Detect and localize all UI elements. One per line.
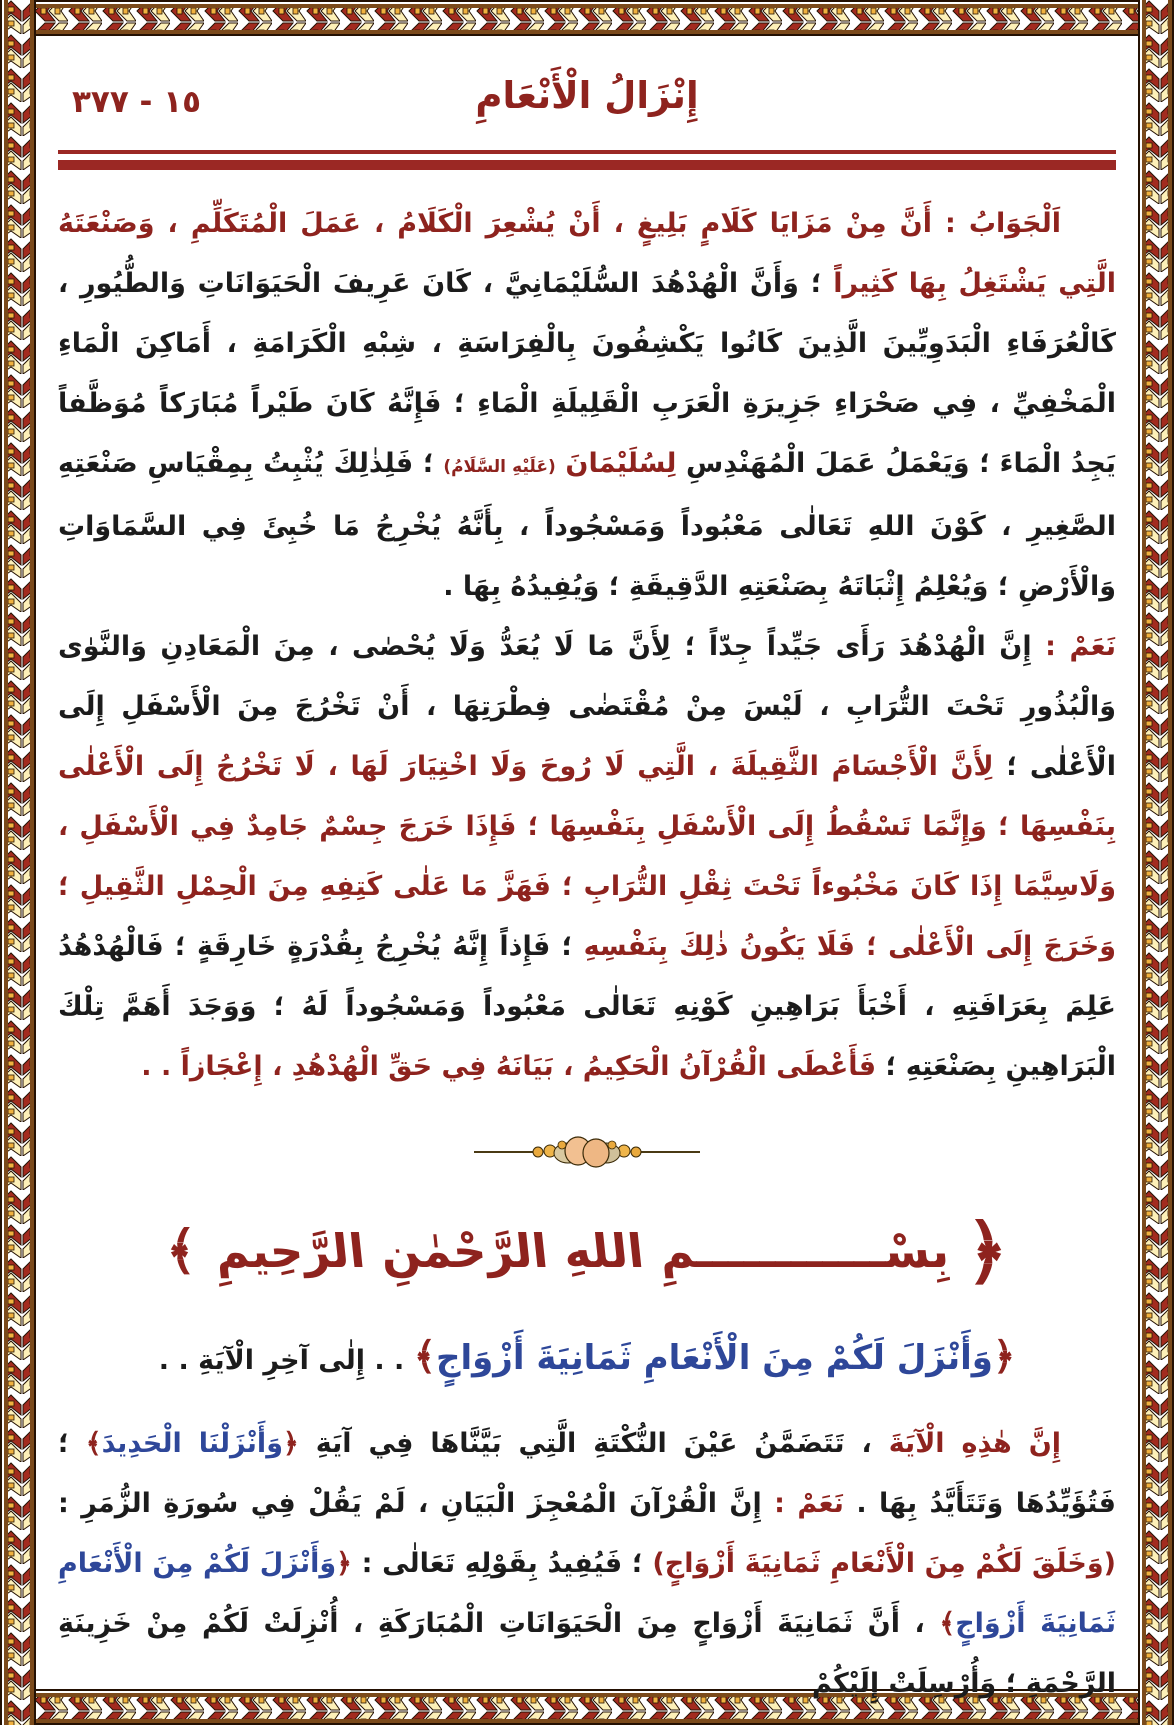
text-run-red: لِسُلَيْمَانَ <box>555 448 677 479</box>
text-run-black: ؛ وَأَنَّ الْهُدْهُدَ السُّلَيْمَانِيَّ ، كَانَ عَرِيفَ الْحَيَوَانَاتِ وَالطُّيُورِ ، كَالْعُرَفَاءِ الْبَدَوِيِّينَ الَّذِينَ كَانُوا يَكْشِفُونَ بِالْفِرَاسَةِ ، شِبْهِ الْكَرَامَةِ ، أَمَاكِنَ الْمَاءِ الْمَخْفِيِّ ، فِي صَحْرَاءِ جَزِيرَةِ الْعَرَبِ الْقَلِيلَةِ الْمَاءِ ؛ فَإِنَّهُ كَانَ طَيْراً مُبَارَكاً مُوَظَّفاً يَجِدُ الْمَاءَ ؛ وَيَعْمَلُ عَمَلَ الْمُهَنْدِسِ <box>58 268 1116 479</box>
text-run-bracket: ﴿ <box>282 1428 299 1459</box>
text-run-bracket: ﴿ <box>992 1334 1016 1378</box>
body-text <box>58 194 1116 1097</box>
border-right-ornament-icon <box>1138 0 1174 1725</box>
text-run-bracket: ﴾ <box>85 1428 102 1459</box>
text-run-red: اَلْجَوَابُ : أَنَّ مِنْ مَزَايَا كَلَامٍ بَلِيغٍ ، أَنْ يُشْعِرَ الْكَلَامُ ، عَمَلَ الْمُتَكَلِّمِ ، وَصَنْعَتَهُ الَّتِي يَشْتَغِلُ بِهَا كَثِيراً <box>58 208 1116 299</box>
text-run-black: ؛ فَتُؤَيِّدُهَا وَتَتَأَيَّدُ بِهَا . <box>58 1428 1116 1519</box>
text-run-blue: وَأَنْزَلَ لَكُمْ مِنَ الْأَنْعَامِ ثَمَانِيَةَ أَزْوَاجٍ <box>58 1548 1116 1639</box>
text-run-black: ، تَتَضَمَّنُ عَيْنَ النُّكْتَةِ الَّتِي بَيَّنَّاهَا فِي آيَةِ <box>298 1428 889 1459</box>
text-run-black: ؛ فَيُفِيدُ بِقَوْلِهِ تَعَالٰى : <box>351 1548 653 1579</box>
text-run-black: ، أَنَّ ثَمَانِيَةَ أَزْوَاجٍ مِنَ الْحَيَوَانَاتِ الْمُبَارَكَةِ ، أُنْزِلَتْ لَكُمْ مِنْ خَزِينَةِ الرَّحْمَةِ ؛ وَأُرْسِلَتْ إِلَيْكُمْ <box>58 1608 1116 1699</box>
text-run-red: إِنَّ هٰذِهِ الْآيَةَ <box>888 1428 1062 1459</box>
bismillah-row <box>58 1191 1116 1311</box>
leaf-bracket-right-icon: ﴿ <box>965 1209 1008 1293</box>
text-run-black: . . إِلٰى آخِرِ الْآيَةِ . . <box>158 1345 414 1376</box>
page-number: ١٥ - ٣٧٧ <box>72 84 202 120</box>
border-top-ornament-icon <box>0 0 1174 36</box>
text-run-red: نَعَمْ : <box>1031 631 1116 662</box>
paragraph-verse-commentary <box>58 1414 1116 1714</box>
text-run-honorific: (عَلَيْهِ السَّلَامُ) <box>443 457 556 477</box>
paragraph-answer <box>58 194 1116 617</box>
text-run-blue: وَأَنْزَلَ لَكُمْ مِنَ الْأَنْعَامِ ثَمَانِيَةَ أَزْوَاجٍ <box>435 1338 993 1378</box>
header-divider-rule <box>58 150 1116 170</box>
page-content <box>36 36 1138 1699</box>
leaf-bracket-left-icon: ﴾ <box>166 1221 197 1281</box>
text-run-red: فَأَعْطَى الْقُرْآنُ الْحَكِيمُ ، بَيَانَهُ فِي حَقِّ الْهُدْهُدِ ، إِعْجَازاً . . <box>141 1051 877 1082</box>
page-header <box>58 50 1116 142</box>
floral-divider-icon <box>472 1131 702 1173</box>
text-run-red: نَعَمْ : <box>761 1488 844 1519</box>
text-run-bracket: ﴾ <box>939 1608 956 1639</box>
text-run-blue: وَأَنْزَلْنَا الْحَدِيدَ <box>101 1428 283 1459</box>
paragraph-hoopoe <box>58 617 1116 1097</box>
text-run-black: إِنَّ الْقُرْآنَ الْمُعْجِزَ الْبَيَانِ ، لَمْ يَقُلْ فِي سُورَةِ الزُّمَرِ : <box>58 1488 762 1519</box>
text-run-black: ؛ فَإِذاً إِنَّهُ يُخْرِجُ بِقُدْرَةٍ خَارِقَةٍ ؛ فَالْهُدْهُدُ عَلِمَ بِعَرَافَتِهِ ، أَخْبَأَ بَرَاهِينِ كَوْنِهِ تَعَالٰى مَعْبُوداً وَمَسْجُوداً لَهُ ؛ وَوَجَدَ أَهَمَّ تِلْكَ الْبَرَاهِينِ بِصَنْعَتِهِ ؛ <box>58 931 1116 1082</box>
page-title: إِنْزَالُ الْأَنْعَامِ <box>475 74 699 117</box>
text-run-black: إِنَّ الْهُدْهُدَ رَأَى جَيِّداً جِدّاً ؛ لِأَنَّ مَا لَا يُعَدُّ وَلَا يُحْصٰى ، مِنَ الْمَعَادِنِ وَالنَّوٰى وَالْبُذُورِ تَحْتَ التُّرَابِ ، لَيْسَ مِنْ مُقْتَضٰى فِطْرَتِهَا ، أَنْ تَخْرُجَ مِنَ الْأَسْفَلِ إِلَى الْأَعْلٰى ؛ <box>58 631 1116 782</box>
text-run-bracket: ﴿ <box>336 1548 352 1579</box>
quran-verse-line <box>58 1321 1116 1396</box>
text-run-bracket: ﴾ <box>413 1334 436 1378</box>
commentary-text <box>58 1414 1116 1714</box>
border-left-ornament-icon <box>0 0 36 1725</box>
text-run-red: لِأَنَّ الْأَجْسَامَ الثَّقِيلَةَ ، الَّتِي لَا رُوحَ وَلَا اخْتِيَارَ لَهَا ، لَا تَخْرُجُ إِلَى الْأَعْلٰى بِنَفْسِهَا ؛ وَإِنَّمَا تَسْقُطُ إِلَى الْأَسْفَلِ بِنَفْسِهَا ؛ فَإِذَا خَرَجَ جِسْمٌ جَامِدٌ فِي الْأَسْفَلِ ، وَلَاسِيَّمَا إِذَا كَانَ مَخْبُوءاً تَحْتَ ثِقْلِ التُّرَابِ ؛ فَهَزَّ مَا عَلٰى كَتِفِهِ مِنَ الْحِمْلِ الثَّقِيلِ ؛ وَخَرَجَ إِلَى الْأَعْلٰى ؛ فَلَا يَكُونُ ذٰلِكَ بِنَفْسِهِ <box>58 751 1116 962</box>
section-divider <box>58 1131 1116 1177</box>
text-run-black: ؛ فَلِذٰلِكَ يُثْبِتُ بِمِقْيَاسِ صَنْعَتِهِ الصَّغِيرِ ، كَوْنَ اللهِ تَعَالٰى مَعْبُوداً وَمَسْجُوداً ، بِأَنَّهُ يُخْرِجُ مَا خُبِئَ فِي السَّمَاوَاتِ وَالْأَرْضِ ؛ وَيُعْلِمُ إِثْبَاتَهُ بِصَنْعَتِهِ الدَّقِيقَةِ ؛ وَيُفِيدُهُ بِهَا . <box>58 448 1116 602</box>
bismillah-calligraphy: بِسْــــــــــــمِ اللهِ الرَّحْمٰنِ الرَّحِيمِ <box>211 1224 951 1278</box>
text-run-red: (وَخَلَقَ لَكُمْ مِنَ الْأَنْعَامِ ثَمَانِيَةَ أَزْوَاجٍ) <box>652 1548 1116 1579</box>
